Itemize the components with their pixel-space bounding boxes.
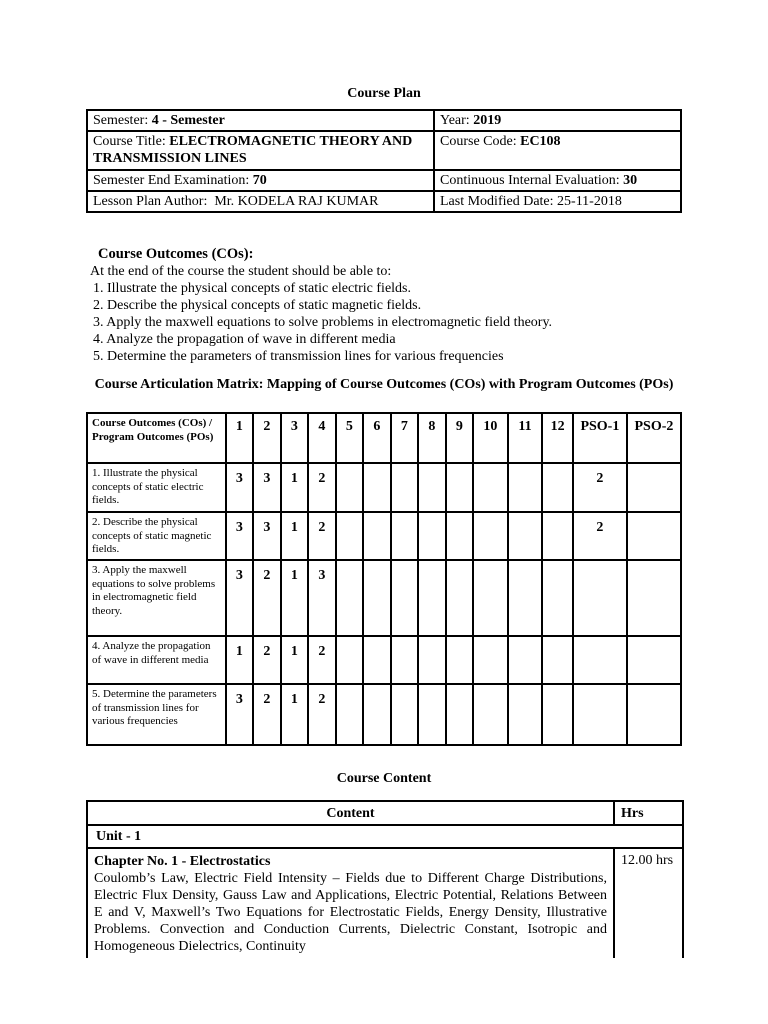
matrix-cell (473, 636, 508, 684)
po-header: 1 (226, 413, 254, 463)
matrix-cell: 3 (253, 463, 281, 512)
matrix-cell (446, 684, 474, 745)
course-title-cell (87, 131, 434, 170)
po-header: 8 (418, 413, 446, 463)
po-header: 2 (253, 413, 281, 463)
po-header: 3 (281, 413, 309, 463)
matrix-row (87, 512, 681, 560)
course-outcomes (90, 246, 690, 365)
course-title-label: Course Title: (93, 134, 166, 149)
cie-label: Continuous Internal Evaluation: (440, 173, 620, 188)
matrix-row (87, 684, 681, 745)
matrix-cell: 2 (308, 463, 336, 512)
matrix-cell (627, 512, 681, 560)
hrs-col-header: Hrs (614, 801, 683, 825)
matrix-row (87, 463, 681, 512)
matrix-cell (363, 463, 391, 512)
matrix-cell: 2 (308, 636, 336, 684)
cie-cell (434, 170, 681, 191)
see-cell (87, 170, 434, 191)
matrix-co-label: 5. Determine the parameters of transmission lines for various frequencies (87, 684, 226, 745)
matrix-title: Course Articulation Matrix: Mapping of Course Outcomes (COs) with Program Outcomes (POs) (94, 377, 674, 392)
matrix-corner: Course Outcomes (COs) / Program Outcomes (POs) (87, 413, 226, 463)
matrix-cell (336, 463, 364, 512)
matrix-cell: 2 (253, 636, 281, 684)
matrix-cell: 3 (253, 512, 281, 560)
matrix-cell (391, 684, 419, 745)
matrix-cell (508, 636, 543, 684)
year-label: Year: (440, 113, 470, 128)
matrix-cell (508, 560, 543, 636)
chapter-cell (87, 848, 614, 958)
matrix-cell (542, 684, 573, 745)
matrix-cell (363, 636, 391, 684)
matrix-cell: 3 (226, 560, 254, 636)
pso-header: PSO-2 (627, 413, 681, 463)
course-info-table (86, 109, 682, 213)
matrix-cell: 1 (281, 512, 309, 560)
matrix-cell (542, 512, 573, 560)
matrix-cell (336, 684, 364, 745)
matrix-cell (363, 684, 391, 745)
matrix-cell: 2 (253, 560, 281, 636)
see-value: 70 (252, 173, 267, 188)
matrix-cell (542, 636, 573, 684)
author-value: Mr. KODELA RAJ KUMAR (214, 194, 379, 209)
modified-cell (434, 191, 681, 212)
po-header: 7 (391, 413, 419, 463)
po-header: 5 (336, 413, 364, 463)
content-col-header: Content (87, 801, 614, 825)
matrix-cell: 1 (281, 560, 309, 636)
matrix-cell (446, 463, 474, 512)
matrix-header-row (87, 413, 681, 463)
po-header: 6 (363, 413, 391, 463)
semester-cell (87, 110, 434, 131)
course-content-title: Course Content (336, 771, 432, 786)
po-header: 11 (508, 413, 543, 463)
course-title-value: ELECTROMAGNETIC THEORY AND TRANSMISSION LINES (93, 134, 413, 166)
matrix-co-label: 3. Apply the maxwell equations to solve problems in electromagnetic field theory. (87, 560, 226, 636)
modified-label: Last Modified Date: (440, 194, 554, 209)
matrix-cell (627, 636, 681, 684)
unit-row (87, 825, 683, 848)
year-cell (434, 110, 681, 131)
matrix-cell (336, 636, 364, 684)
outcome-item: 5. Determine the parameters of transmission lines for various frequencies (93, 349, 504, 364)
outcomes-intro: At the end of the course the student should be able to: (90, 264, 392, 279)
matrix-cell (508, 463, 543, 512)
cie-value: 30 (623, 173, 638, 188)
matrix-cell (363, 560, 391, 636)
matrix-cell: 2 (573, 463, 627, 512)
matrix-cell (573, 684, 627, 745)
matrix-cell (391, 463, 419, 512)
matrix-cell: 2 (573, 512, 627, 560)
matrix-cell (627, 463, 681, 512)
matrix-cell (446, 560, 474, 636)
outcome-item: 1. Illustrate the physical concepts of static electric fields. (93, 281, 411, 296)
matrix-cell: 1 (226, 636, 254, 684)
content-header-row (87, 801, 683, 825)
see-label: Semester End Examination: (93, 173, 250, 188)
articulation-matrix (86, 412, 682, 746)
matrix-cell (418, 512, 446, 560)
matrix-row (87, 636, 681, 684)
po-header: 9 (446, 413, 474, 463)
unit-label: Unit - 1 (87, 825, 683, 848)
matrix-cell: 1 (281, 684, 309, 745)
matrix-cell (418, 636, 446, 684)
matrix-cell (573, 560, 627, 636)
chapter-hours: 12.00 hrs (614, 848, 683, 958)
matrix-cell (473, 463, 508, 512)
semester-label: Semester: (93, 113, 149, 128)
po-header: 4 (308, 413, 336, 463)
matrix-cell (508, 684, 543, 745)
matrix-cell: 1 (281, 636, 309, 684)
matrix-cell: 3 (226, 512, 254, 560)
page-title: Course Plan (347, 86, 421, 101)
matrix-cell: 3 (226, 463, 254, 512)
matrix-cell (391, 512, 419, 560)
matrix-cell (391, 560, 419, 636)
matrix-row (87, 560, 681, 636)
course-content-table (86, 800, 684, 958)
matrix-cell (473, 512, 508, 560)
author-cell (87, 191, 434, 212)
matrix-cell (446, 512, 474, 560)
chapter-body: Coulomb’s Law, Electric Field Intensity – Fields due to Different Charge Distributions, Electric Flux Density, Gauss Law and Applications, Electric Potential, Relations Between E and V, Maxwell’s Two Equations for Electrostatic Fields, Energy Density, Illustrative Problems. Convection and Conduction Currents, Dielectric Constant, Isotropic and Homogeneous Dielectrics, Continuity (94, 871, 607, 954)
matrix-cell (508, 512, 543, 560)
year-value: 2019 (473, 113, 502, 128)
course-code-value: EC108 (520, 134, 561, 149)
matrix-cell (336, 512, 364, 560)
matrix-cell: 3 (226, 684, 254, 745)
matrix-cell (473, 684, 508, 745)
matrix-cell (418, 463, 446, 512)
course-code-label: Course Code: (440, 134, 517, 149)
outcome-item: 4. Analyze the propagation of wave in different media (93, 332, 396, 347)
outcome-item: 3. Apply the maxwell equations to solve problems in electromagnetic field theory. (93, 315, 553, 330)
po-header: 10 (473, 413, 508, 463)
matrix-cell: 1 (281, 463, 309, 512)
po-header: 12 (542, 413, 573, 463)
matrix-cell: 2 (308, 684, 336, 745)
matrix-co-label: 2. Describe the physical concepts of static magnetic fields. (87, 512, 226, 560)
matrix-cell (473, 560, 508, 636)
author-label: Lesson Plan Author: (93, 194, 208, 209)
matrix-cell (627, 560, 681, 636)
matrix-cell (418, 560, 446, 636)
matrix-cell (336, 560, 364, 636)
matrix-cell: 2 (253, 684, 281, 745)
matrix-co-label: 1. Illustrate the physical concepts of static electric fields. (87, 463, 226, 512)
matrix-cell (542, 463, 573, 512)
matrix-cell: 2 (308, 512, 336, 560)
chapter-title: Chapter No. 1 - Electrostatics (94, 854, 271, 869)
chapter-row (87, 848, 683, 958)
semester-value: 4 - Semester (151, 113, 225, 128)
modified-value: 25-11-2018 (557, 194, 622, 209)
matrix-cell: 3 (308, 560, 336, 636)
matrix-cell (542, 560, 573, 636)
matrix-cell (391, 636, 419, 684)
matrix-cell (627, 684, 681, 745)
matrix-co-label: 4. Analyze the propagation of wave in different media (87, 636, 226, 684)
matrix-cell (418, 684, 446, 745)
outcome-item: 2. Describe the physical concepts of static magnetic fields. (93, 298, 422, 313)
matrix-cell (446, 636, 474, 684)
course-code-cell (434, 131, 681, 170)
matrix-cell (573, 636, 627, 684)
matrix-cell (363, 512, 391, 560)
pso-header: PSO-1 (573, 413, 627, 463)
outcomes-heading: Course Outcomes (COs): (98, 246, 254, 262)
